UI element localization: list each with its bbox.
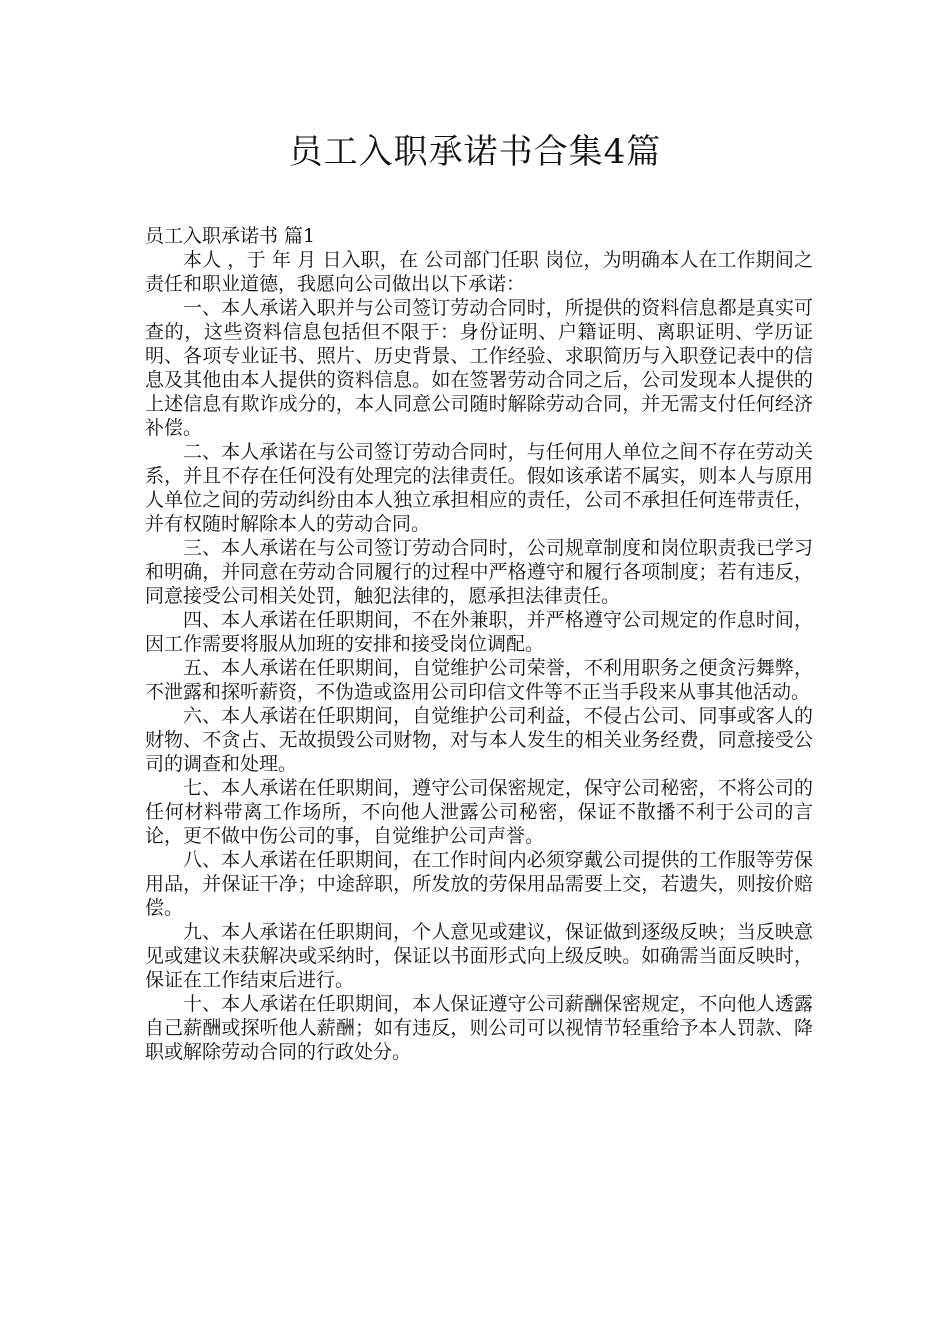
paragraph-5: 五、本人承诺在任职期间，自觉维护公司荣誉，不利用职务之便贪污舞弊，不泄露和探听薪资，不伪造或盗用公司印信文件等不正当手段来从事其他活动。 [145,657,813,703]
paragraph-2: 二、本人承诺在与公司签订劳动合同时，与任何用人单位之间不存在劳动关系，并且不存在任何没有处理完的法律责任。假如该承诺不属实，则本人与原用人单位之间的劳动纠纷由本人独立承担相应的责任，公司不承担任何连带责任，并有权随时解除本人的劳动合同。 [145,441,813,535]
paragraph-8: 八、本人承诺在任职期间，在工作时间内必须穿戴公司提供的工作服等劳保用品，并保证干净；中途辞职，所发放的劳保用品需要上交，若遗失，则按价赔偿。 [145,849,813,919]
paragraph-3: 三、本人承诺在与公司签订劳动合同时，公司规章制度和岗位职责我已学习和明确，并同意在劳动合同履行的过程中严格遵守和履行各项制度；若有违反，同意接受公司相关处罚，触犯法律的，愿承担法律责任。 [145,537,813,607]
section-title: 员工入职承诺书 篇1 [145,225,316,247]
paragraph-7: 七、本人承诺在任职期间，遵守公司保密规定，保守公司秘密，不将公司的任何材料带离工作场所，不向他人泄露公司秘密，保证不散播不利于公司的言论，更不做中伤公司的事，自觉维护公司声誉。 [145,777,813,847]
paragraph-10: 十、本人承诺在任职期间，本人保证遵守公司薪酬保密规定，不向他人透露自己薪酬或探听他人薪酬；如有违反，则公司可以视情节轻重给予本人罚款、降职或解除劳动合同的行政处分。 [145,993,813,1063]
document-body [145,224,813,1064]
paragraph-6: 六、本人承诺在任职期间，自觉维护公司利益，不侵占公司、同事或客人的财物、不贪占、无故损毁公司财物，对与本人发生的相关业务经费，同意接受公司的调查和处理。 [145,705,813,775]
paragraph-4: 四、本人承诺在任职期间，不在外兼职，并严格遵守公司规定的作息时间，因工作需要将服从加班的安排和接受岗位调配。 [145,609,813,655]
paragraph-9: 九、本人承诺在任职期间，个人意见或建议，保证做到逐级反映；当反映意见或建议未获解决或采纳时，保证以书面形式向上级反映。如确需当面反映时，保证在工作结束后进行。 [145,921,813,991]
paragraph-intro: 本人 ，于 年 月 日入职，在 公司部门任职 岗位，为明确本人在工作期间之责任和职业道德，我愿向公司做出以下承诺： [145,249,813,295]
paragraph-1: 一、本人承诺入职并与公司签订劳动合同时，所提供的资料信息都是真实可查的，这些资料信息包括但不限于：身份证明、户籍证明、离职证明、学历证明、各项专业证书、照片、历史背景、工作经验、求职简历与入职登记表中的信息及其他由本人提供的资料信息。如在签署劳动合同之后，公司发现本人提供的上述信息有欺诈成分的，本人同意公司随时解除劳动合同，并无需支付任何经济补偿。 [145,297,813,439]
document-title: 员工入职承诺书合集4篇 [288,132,662,172]
